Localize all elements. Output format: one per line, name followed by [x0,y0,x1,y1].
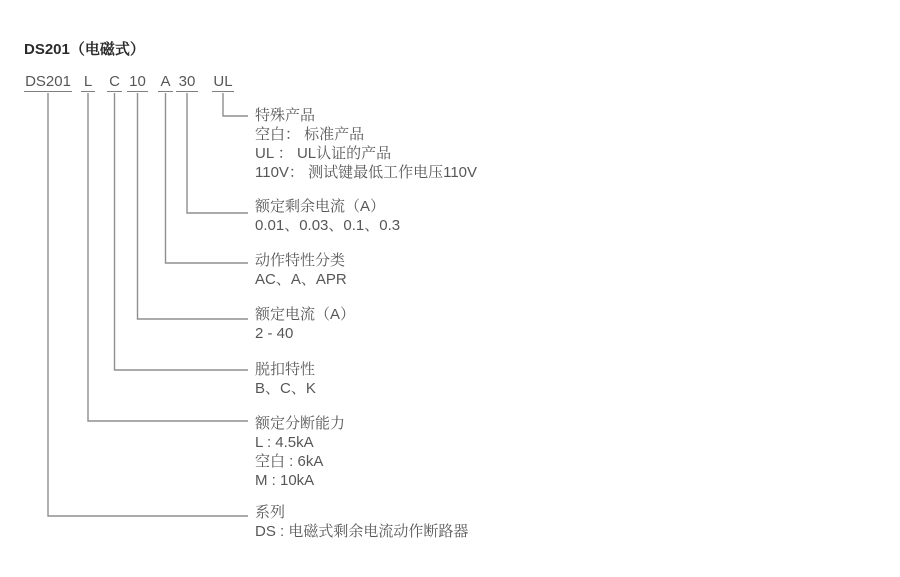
code-segment-10: 10 [127,74,148,92]
code-segment-a: A [158,74,173,92]
legend-block-series [255,503,468,541]
code-segment-c: C [107,74,122,92]
code-segment-ul: UL [213,73,233,90]
legend-line: UL ： UL认证的产品 [255,145,392,162]
code-segment-l: L [81,74,95,92]
legend-line: 110V： 测试键最低工作电压110V [255,164,478,181]
legend-title: 额定剩余电流（A） [255,198,386,215]
legend-title: 动作特性分类 [255,252,346,269]
legend-title: 特殊产品 [255,107,316,124]
legend-line: B、C、K [255,380,316,397]
legend-block-special-product [255,106,477,182]
legend-line: 空白 : 6kA [255,453,324,470]
legend-title: 脱扣特性 [255,361,316,378]
legend-line: DS : 电磁式剩余电流动作断路器 [255,523,469,540]
connector-l [88,93,248,421]
connector-30 [187,93,248,213]
code-segment-30: 30 [176,74,198,92]
legend-line: AC、A、APR [255,271,347,288]
legend-title: 额定电流（A） [255,306,356,323]
legend-line: M : 10kA [255,472,315,489]
connector-a [166,93,249,263]
legend-title: 系列 [255,504,286,521]
connector-c [115,93,249,370]
legend-line: 2 - 40 [255,325,294,342]
page-title: DS201（电磁式） [24,41,145,58]
code-segment-ds201: DS201 [25,73,71,90]
legend-line: 空白： 标准产品 [255,126,365,143]
legend-title: 额定分断能力 [255,415,346,432]
legend-block-tripping-characteristic-class [255,251,347,289]
legend-block-trip-characteristic [255,360,316,398]
connector-10 [138,93,249,319]
legend-line: 0.01、0.03、0.1、0.3 [255,217,401,234]
legend-line: L : 4.5kA [255,434,314,451]
connector-ds201 [48,93,248,516]
legend-block-rated-residual-current [255,197,400,235]
legend-block-rated-current [255,305,355,343]
connector-ul [223,93,248,116]
legend-block-rated-breaking-capacity [255,414,345,490]
